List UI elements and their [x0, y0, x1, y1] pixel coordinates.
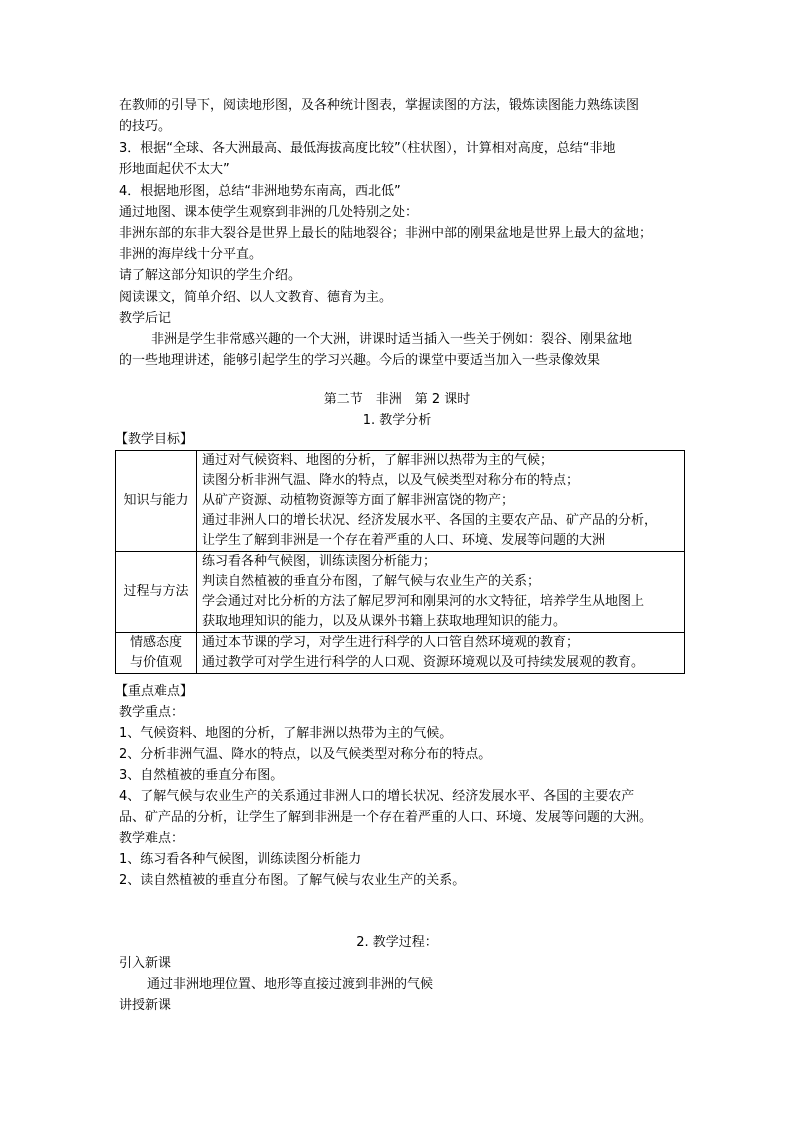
text-line: 的技巧。 — [119, 119, 172, 134]
goal-item: 从矿产资源、动植物资源等方面了解非洲富饶的物产； — [202, 493, 515, 508]
items-cell — [197, 451, 685, 552]
goal-item: 读图分析非洲气温、降水的特点，以及气候类型对称分布的特点； — [202, 473, 580, 488]
category-cell: 过程与方法 — [116, 552, 197, 633]
keypoints-heading: 【重点难点】 — [115, 684, 194, 699]
section-title: 第二节 非洲 第 2 课时 — [323, 392, 471, 407]
goal-item: 通过非洲人口的增长状况、经济发展水平、各国的主要农产品、矿产品的分析， — [202, 513, 658, 528]
text-line: 通过地图、课本使学生观察到非洲的几处特别之处： — [119, 205, 419, 220]
category-line: 与价值观 — [129, 655, 182, 670]
goal-item: 通过对气候资料、地图的分析，了解非洲以热带为主的气候； — [202, 453, 554, 468]
text-line: 形地面起伏不太大” — [119, 162, 230, 177]
goal-item: 通过本节课的学习，对学生进行科学的人口管自然环境观的教育； — [202, 635, 580, 650]
list-item: 品、矿产品的分析，让学生了解到非洲是一个存在着严重的人口、环境、发展等问题的大洲。 — [119, 810, 653, 825]
text-line: 4．根据地形图，总结“非洲地势东南高，西北低” — [119, 184, 401, 199]
intro-label: 引入新课 — [119, 956, 172, 971]
table-row — [116, 552, 685, 633]
difficulty-label: 教学难点： — [119, 831, 185, 846]
table-row — [116, 633, 685, 674]
list-item: 1、练习看各种气候图，训练读图分析能力 — [119, 852, 362, 867]
process-heading: 2. 教学过程： — [356, 935, 438, 950]
list-item: 3、自然植被的垂直分布图。 — [119, 768, 284, 783]
table-row — [116, 451, 685, 552]
text-line: 阅读课文，简单介绍、以人文教育、德育为主。 — [119, 290, 393, 305]
category-line: 情感态度 — [129, 635, 182, 650]
reflection-line: 的一些地理讲述，能够引起学生的学习兴趣。今后的课堂中要适当加入一些录像效果 — [119, 353, 601, 368]
intro-text: 通过非洲地理位置、地形等直接过渡到非洲的气候 — [147, 977, 434, 992]
items-cell — [197, 552, 685, 633]
analysis-heading: 1. 教学分析 — [362, 413, 432, 428]
goal-item: 让学生了解到非洲是一个存在着严重的人口、环境、发展等问题的大洲 — [202, 533, 606, 548]
goals-table — [115, 450, 685, 674]
new-lesson-label: 讲授新课 — [119, 998, 172, 1013]
goal-item: 通过教学可对学生进行科学的人口观、资源环境观以及可持续发展观的教育。 — [202, 655, 645, 670]
text-line: 非洲东部的东非大裂谷是世界上最长的陆地裂谷；非洲中部的刚果盆地是世界上最大的盆地； — [119, 226, 653, 241]
goal-item: 判读自然植被的垂直分布图，了解气候与农业生产的关系； — [202, 574, 541, 589]
list-item: 4、了解气候与农业生产的关系通过非洲人口的增长状况、经济发展水平、各国的主要农产 — [119, 789, 635, 804]
goal-item: 学会通过对比分析的方法了解尼罗河和刚果河的水文特征，培养学生从地图上 — [202, 594, 645, 609]
list-item: 2、分析非洲气温、降水的特点，以及气候类型对称分布的特点。 — [119, 747, 492, 762]
text-line: 在教师的引导下，阅读地形图，及各种统计图表，掌握读图的方法，锻炼读图能力熟练读图 — [119, 98, 640, 113]
items-cell — [197, 633, 685, 674]
goal-item: 练习看各种气候图，训练读图分析能力； — [202, 554, 437, 569]
list-item: 1、气候资料、地图的分析，了解非洲以热带为主的气候。 — [119, 726, 453, 741]
goals-heading: 【教学目标】 — [115, 432, 194, 447]
text-line: 3．根据“全球、各大洲最高、最低海拔高度比较”（柱状图），计算相对高度，总结“非地 — [119, 141, 616, 156]
goal-item: 获取地理知识的能力，以及从课外书籍上获取地理知识的能力。 — [202, 614, 567, 629]
list-item: 2、读自然植被的垂直分布图。了解气候与农业生产的关系。 — [119, 873, 466, 888]
text-line: 非洲的海岸线十分平直。 — [119, 247, 263, 262]
text-line: 请了解这部分知识的学生介绍。 — [119, 268, 302, 283]
category-cell: 知识与能力 — [116, 451, 197, 552]
focus-label: 教学重点： — [119, 705, 185, 720]
category-cell — [116, 633, 197, 674]
teaching-notes-label: 教学后记 — [119, 311, 172, 326]
reflection-line: 非洲是学生非常感兴趣的一个大洲，讲课时适当插入一些关于例如：裂谷、刚果盆地 — [151, 332, 633, 347]
